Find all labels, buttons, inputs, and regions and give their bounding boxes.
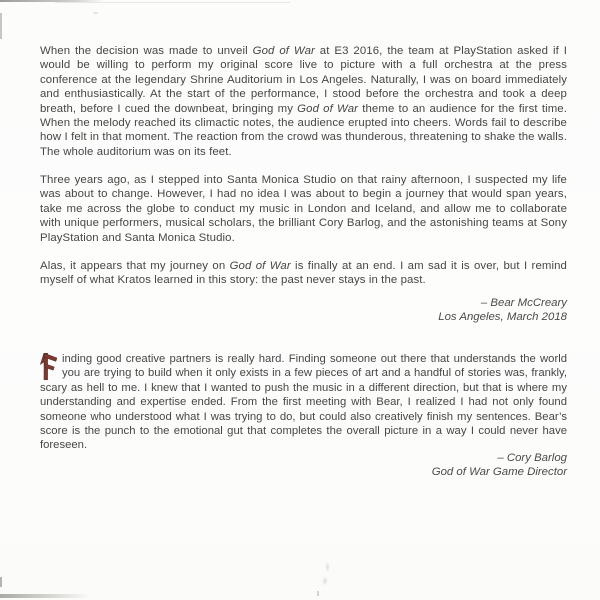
scan-artifact-smudge <box>325 562 330 572</box>
signature-name: – Bear McCreary <box>480 297 567 309</box>
scan-artifact-left-edge <box>0 13 2 39</box>
scan-artifact-speck <box>93 12 98 14</box>
paragraph-text: at E3 2016, the team at PlayStation asked if I would be willing to perform my original score live to picture with a full orchestra at the press conference at the legendary Shrine Auditorium in Los Angeles. Naturally, I was on board immediately and enthusiastically. At the start of the performance, I stood before the orchestra and took a deep breath, before I cued the downbeat, bringing my <box>40 45 567 115</box>
bear-signature <box>40 296 567 325</box>
signature-name: – Cory Barlog <box>497 452 567 464</box>
scan-artifact-top-edge <box>0 0 104 2</box>
paragraph-text: Alas, it appears that my journey on <box>40 260 230 272</box>
title-italic-god-of-war: God of War <box>297 102 359 115</box>
scan-artifact-top-edge-faint <box>55 2 290 3</box>
signature-title: God of War Game Director <box>431 466 567 479</box>
scan-artifact-smudge <box>322 576 328 586</box>
title-italic-god-of-war: God of War <box>229 260 291 272</box>
dropcap-letter <box>57 353 58 354</box>
bear-paragraph-3 <box>40 259 567 288</box>
cory-signature <box>40 451 567 480</box>
bear-paragraph-2 <box>40 173 567 245</box>
scan-artifact-bottom-edge <box>0 594 90 598</box>
bear-paragraph-1 <box>40 44 567 159</box>
title-italic-god-of-war: God of War <box>252 45 315 57</box>
paragraph-text: Three years ago, as I stepped into Santa Monica Studio on that rainy afternoon, I suspected my life was about to change. However, I had no idea I was about to begin a journey that would span years, take me across the globe to conduct my music in London and Iceland, and allow me to collaborate with unique performers, musical scholars, the brilliant Cory Barlog, and the astonishing teams at Sony PlayStation and Santa Monica Studio. <box>40 174 567 244</box>
paragraph-text: theme to an audience for the first time. When the melody reached its climactic notes, the audience erupted into cheers. Words fail to describe how I felt in that moment. The reaction from the crowd was thunderous, threatening to shake the walls. The whole auditorium was on its feet. <box>40 102 567 158</box>
scan-artifact-left-edge-lower <box>0 577 2 587</box>
cory-paragraph <box>40 352 567 453</box>
paragraph-text: inding good creative partners is really hard. Finding someone out there that understands the world you are trying to build when it only exists in a few pieces of art and a handful of stories was, frankly, scary as hell to me. I knew that I wanted to push the music in a different direction, but that is where my understanding and expertise ended. From the first meeting with Bear, I realized I had not only found someone who understood what I was trying to do, but could also creatively finish my sentences. Bear’s score is the punch to the emotional gut that completes the overall picture in a way I could never have foreseen. <box>40 353 567 452</box>
paragraph-text: is finally at an end. I am sad it is over, but I remind myself of what Kratos learned in this story: the past never stays in the past. <box>40 260 567 287</box>
scan-artifact-tick <box>317 591 319 596</box>
signature-place-date: Los Angeles, March 2018 <box>438 311 567 324</box>
paragraph-text: When the decision was made to unveil <box>40 45 253 57</box>
dropcap-f-rune-icon <box>40 353 57 380</box>
